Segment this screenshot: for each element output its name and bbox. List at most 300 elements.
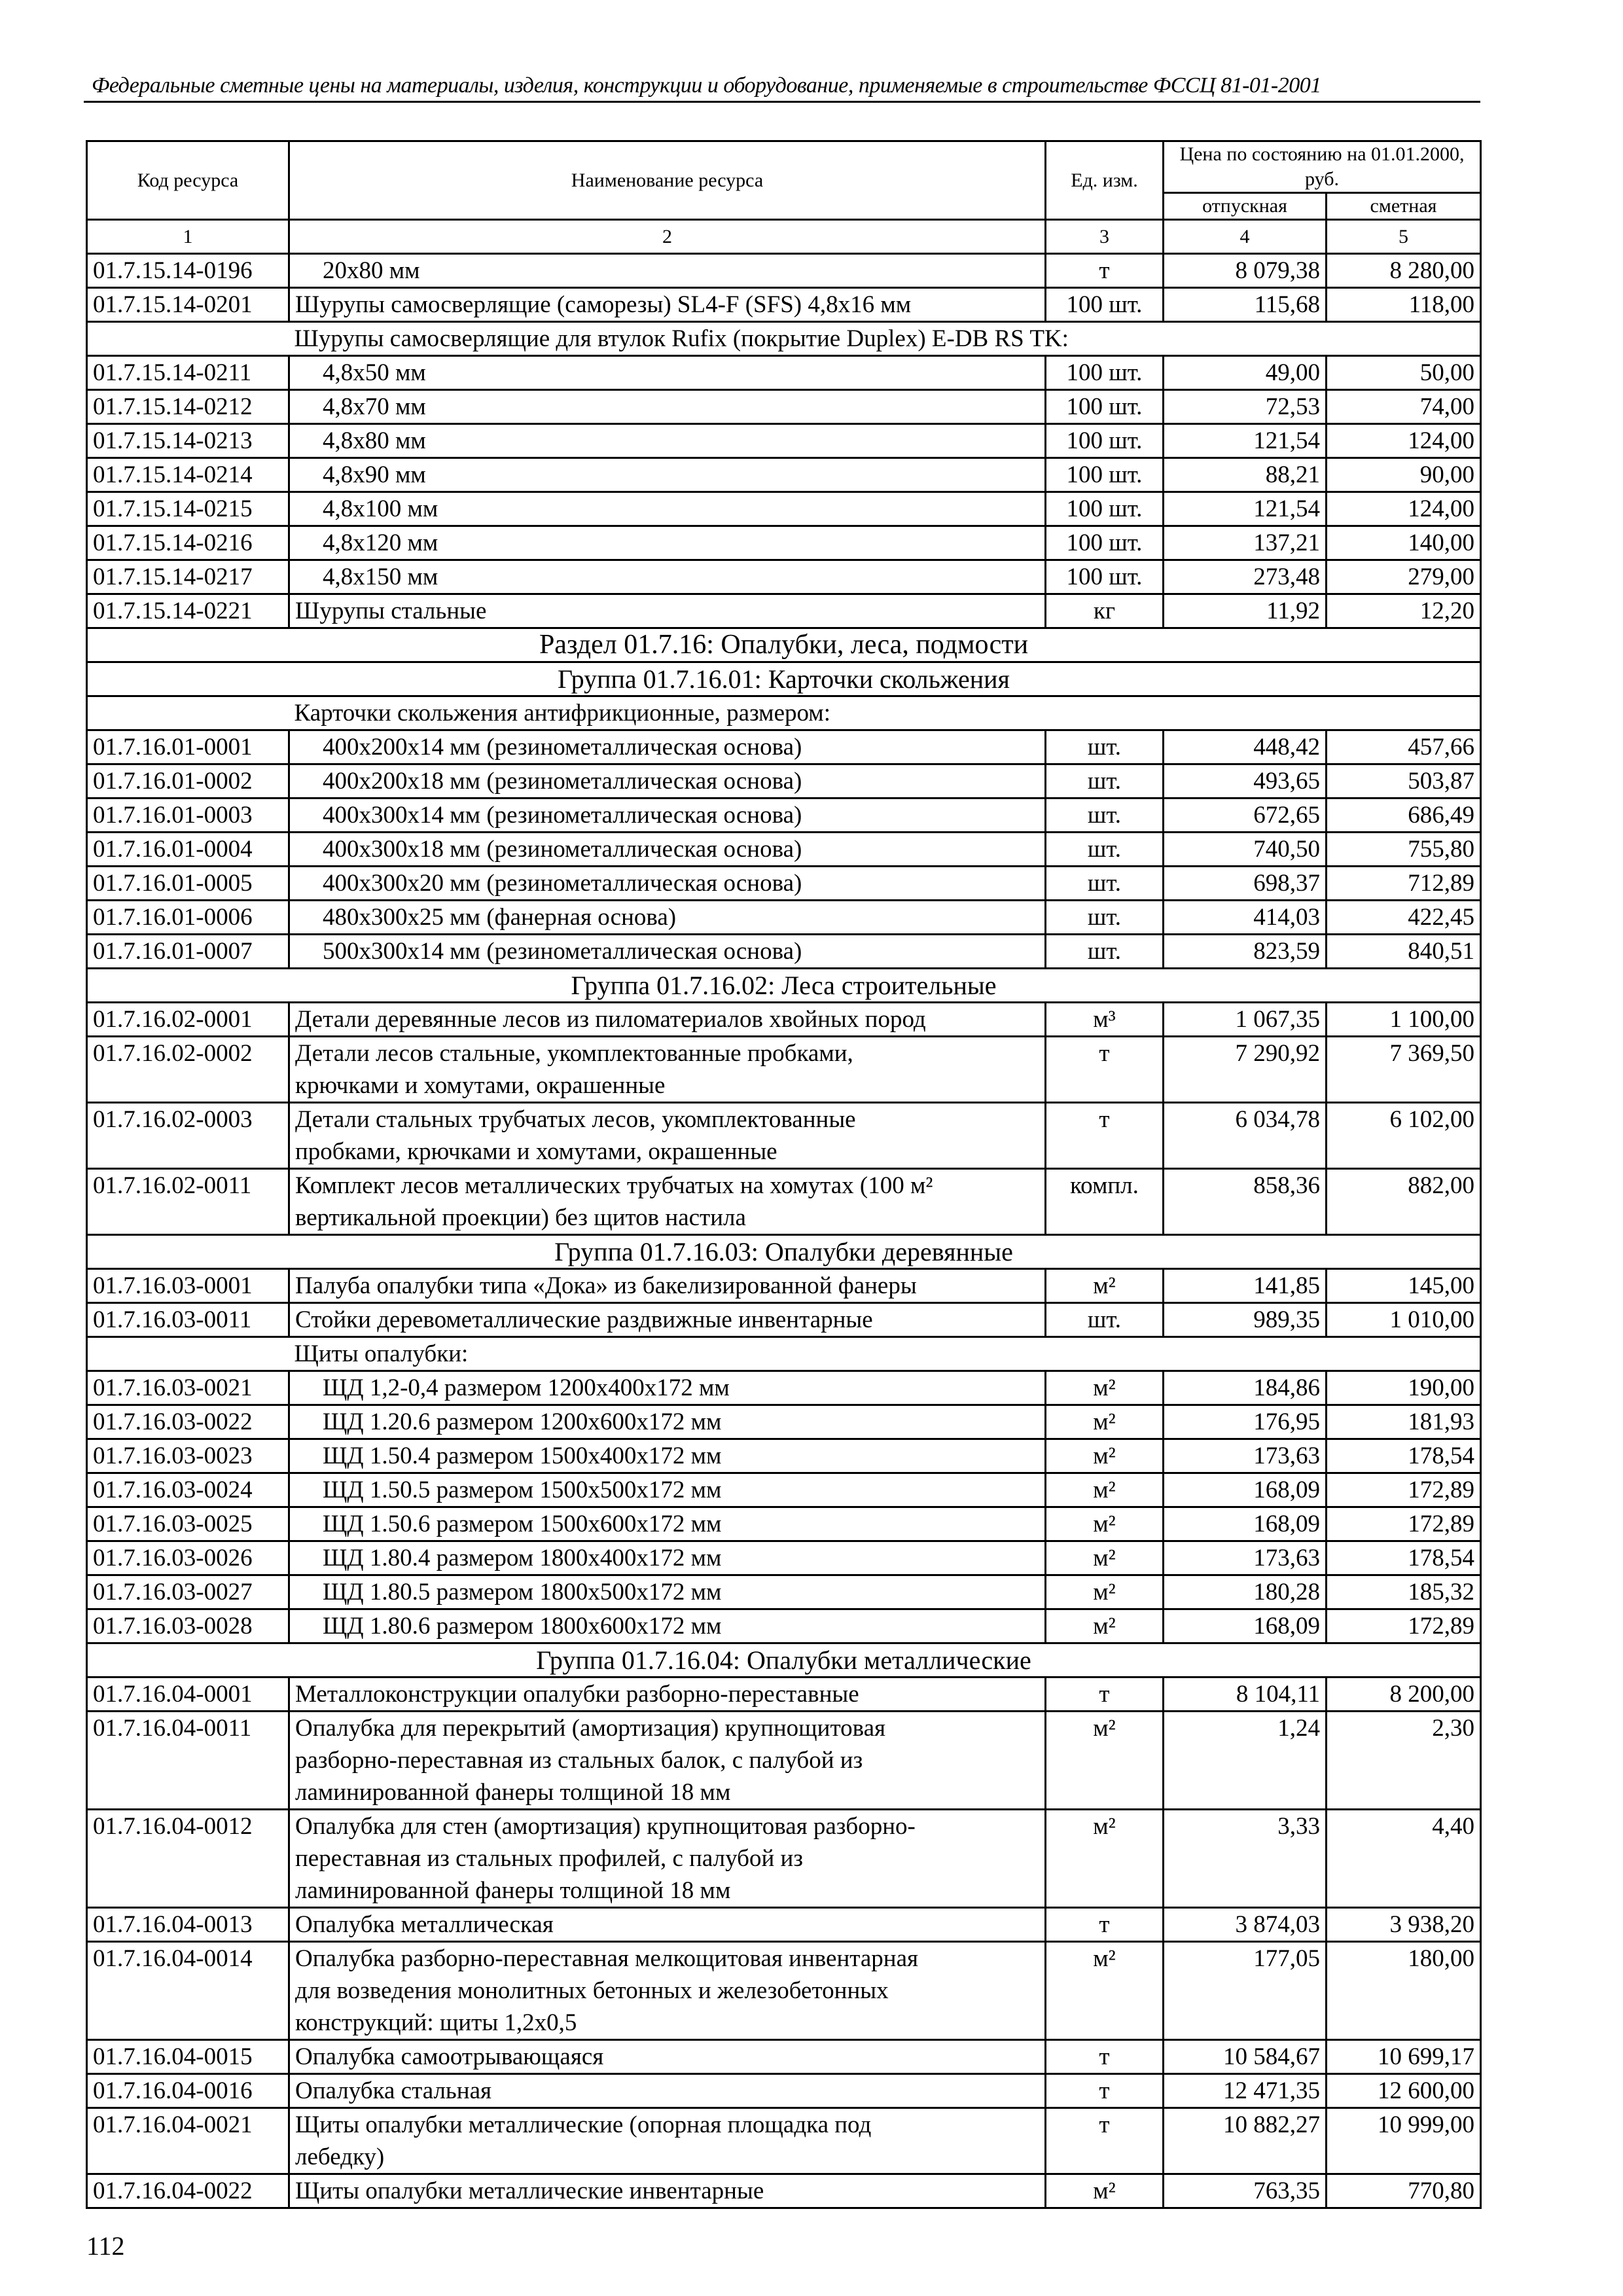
header-price-estimate: сметная [1327, 193, 1481, 220]
price-release: 493,65 [1164, 764, 1327, 798]
unit: компл. [1046, 1169, 1164, 1235]
group-heading-row [87, 969, 1481, 1003]
resource-code: 01.7.16.01-0006 [87, 901, 289, 935]
resource-name [289, 356, 1046, 390]
resource-name-line: ЩД 1.80.6 размером 1800x600x172 мм [323, 1613, 722, 1640]
price-release: 180,28 [1164, 1575, 1327, 1609]
price-estimate: 1 100,00 [1327, 1003, 1481, 1037]
col-number: 5 [1327, 220, 1481, 254]
resource-name [289, 798, 1046, 833]
resource-code: 01.7.15.14-0217 [87, 560, 289, 594]
resource-name-line: лебедку) [295, 2144, 385, 2170]
resource-name [289, 833, 1046, 867]
resource-name-line: ламинированной фанеры толщиной 18 мм [295, 1779, 731, 1806]
price-estimate: 74,00 [1327, 390, 1481, 424]
price-estimate: 8 280,00 [1327, 254, 1481, 288]
price-estimate: 180,00 [1327, 1942, 1481, 2040]
table-row [87, 1942, 1481, 2040]
unit: шт. [1046, 764, 1164, 798]
header-price-release: отпускная [1164, 193, 1327, 220]
unit: м² [1046, 1507, 1164, 1541]
unit: м² [1046, 1575, 1164, 1609]
resource-name-line: 500x300x14 мм (резинометаллическая основа) [323, 938, 802, 965]
price-estimate: 172,89 [1327, 1507, 1481, 1541]
resource-name [289, 390, 1046, 424]
price-release: 121,54 [1164, 492, 1327, 526]
price-estimate: 185,32 [1327, 1575, 1481, 1609]
unit: т [1046, 1908, 1164, 1942]
table-row [87, 1405, 1481, 1439]
header-price: Цена по состоянию на 01.01.2000, руб. [1164, 141, 1481, 193]
resource-name [289, 288, 1046, 322]
resource-code: 01.7.16.02-0003 [87, 1103, 289, 1169]
resource-name [289, 594, 1046, 628]
price-estimate: 181,93 [1327, 1405, 1481, 1439]
price-release: 6 034,78 [1164, 1103, 1327, 1169]
price-estimate: 140,00 [1327, 526, 1481, 560]
header-name: Наименование ресурса [289, 141, 1046, 220]
price-release: 168,09 [1164, 1609, 1327, 1643]
col-number: 4 [1164, 220, 1327, 254]
unit: т [1046, 1677, 1164, 1712]
resource-name [289, 730, 1046, 764]
price-estimate: 422,45 [1327, 901, 1481, 935]
resource-name-line: Палуба опалубки типа «Дока» из бакелизированной фанеры [295, 1272, 917, 1299]
unit: м² [1046, 1405, 1164, 1439]
resource-code: 01.7.16.01-0007 [87, 935, 289, 969]
resource-name-line: конструкций: щиты 1,2x0,5 [295, 2009, 577, 2036]
price-estimate: 2,30 [1327, 1712, 1481, 1810]
table-row [87, 560, 1481, 594]
resource-code: 01.7.16.03-0021 [87, 1371, 289, 1405]
group-title: Группа 01.7.16.01: Карточки скольжения [87, 662, 1481, 696]
price-estimate: 12 600,00 [1327, 2074, 1481, 2108]
resource-name-line: Детали лесов стальные, укомплектованные пробками, [295, 1040, 853, 1067]
resource-name-line: Шурупы самосверлящие (саморезы) SL4-F (SFS) 4,8x16 мм [295, 291, 912, 318]
table-row [87, 1609, 1481, 1643]
unit: м² [1046, 1609, 1164, 1643]
resource-name [289, 901, 1046, 935]
resource-name [289, 1908, 1046, 1942]
resource-name-line: пробками, крючками и хомутами, окрашенные [295, 1138, 777, 1165]
subheading-text: Шурупы самосверлящие для втулок Rufix (покрытие Duplex) E-DB RS TK: [289, 322, 1481, 356]
unit: т [1046, 2040, 1164, 2074]
price-release: 177,05 [1164, 1942, 1327, 2040]
resource-name [289, 764, 1046, 798]
price-estimate: 840,51 [1327, 935, 1481, 969]
table-row [87, 1303, 1481, 1337]
table-row [87, 867, 1481, 901]
header-unit: Ед. изм. [1046, 141, 1164, 220]
group-heading-row [87, 1235, 1481, 1269]
table-row [87, 288, 1481, 322]
price-estimate: 1 010,00 [1327, 1303, 1481, 1337]
unit: т [1046, 1037, 1164, 1103]
resource-code: 01.7.16.04-0001 [87, 1677, 289, 1712]
price-estimate: 118,00 [1327, 288, 1481, 322]
section-heading-row [87, 628, 1481, 662]
resource-name-line: 20x80 мм [323, 257, 420, 284]
price-release: 173,63 [1164, 1439, 1327, 1473]
price-release: 141,85 [1164, 1269, 1327, 1303]
resource-name-line: 400x200x18 мм (резинометаллическая основа) [323, 768, 802, 795]
table-row [87, 492, 1481, 526]
unit: шт. [1046, 798, 1164, 833]
table-row [87, 1908, 1481, 1942]
resource-name-line: Опалубка для перекрытий (амортизация) крупнощитовая [295, 1715, 886, 1742]
resource-name [289, 458, 1046, 492]
resource-name-line: 480x300x25 мм (фанерная основа) [323, 904, 677, 931]
table-row [87, 594, 1481, 628]
resource-name-line: Щиты опалубки металлические инвентарные [295, 2178, 764, 2204]
resource-name-line: Опалубка стальная [295, 2077, 492, 2104]
price-estimate: 124,00 [1327, 492, 1481, 526]
resource-name-line: 4,8x120 мм [323, 529, 438, 556]
unit: 100 шт. [1046, 424, 1164, 458]
resource-name-line: 400x300x18 мм (резинометаллическая основа) [323, 836, 802, 863]
price-release: 11,92 [1164, 594, 1327, 628]
resource-name [289, 1677, 1046, 1712]
unit: м² [1046, 1541, 1164, 1575]
resource-name [289, 2040, 1046, 2074]
resource-name [289, 560, 1046, 594]
resource-name-line: для возведения монолитных бетонных и железобетонных [295, 1977, 889, 2004]
resource-code: 01.7.16.04-0022 [87, 2174, 289, 2208]
table-row [87, 1439, 1481, 1473]
subheading-row [87, 696, 1481, 730]
col-number: 2 [289, 220, 1046, 254]
price-estimate: 178,54 [1327, 1541, 1481, 1575]
table-row [87, 356, 1481, 390]
resource-name-line: разборно-переставная из стальных балок, с палубой из [295, 1747, 863, 1774]
resource-code: 01.7.16.02-0002 [87, 1037, 289, 1103]
running-header: Федеральные сметные цены на материалы, изделия, конструкции и оборудование, применяемые в строительстве ФССЦ 81-01-2001 [92, 73, 1321, 98]
resource-name-line: Щиты опалубки металлические (опорная площадка под [295, 2111, 872, 2138]
resource-name-line: 4,8x150 мм [323, 564, 438, 590]
resource-name [289, 1942, 1046, 2040]
resource-code: 01.7.15.14-0213 [87, 424, 289, 458]
group-heading-row [87, 662, 1481, 696]
resource-code: 01.7.16.03-0028 [87, 1609, 289, 1643]
unit: 100 шт. [1046, 390, 1164, 424]
table-row [87, 1103, 1481, 1169]
unit: шт. [1046, 901, 1164, 935]
unit: 100 шт. [1046, 356, 1164, 390]
resource-code: 01.7.16.03-0022 [87, 1405, 289, 1439]
resource-name-line: 4,8x100 мм [323, 495, 438, 522]
price-release: 173,63 [1164, 1541, 1327, 1575]
resource-name [289, 1169, 1046, 1235]
price-estimate: 10 999,00 [1327, 2108, 1481, 2174]
resource-code: 01.7.16.01-0002 [87, 764, 289, 798]
price-release: 3 874,03 [1164, 1908, 1327, 1942]
price-estimate: 457,66 [1327, 730, 1481, 764]
page-number: 112 [86, 2231, 125, 2261]
table-row [87, 458, 1481, 492]
table-row [87, 833, 1481, 867]
price-estimate: 12,20 [1327, 594, 1481, 628]
price-release: 763,35 [1164, 2174, 1327, 2208]
resource-name-line: вертикальной проекции) без щитов настила [295, 1204, 746, 1231]
price-estimate: 882,00 [1327, 1169, 1481, 1235]
resource-name [289, 2074, 1046, 2108]
resource-code: 01.7.16.01-0001 [87, 730, 289, 764]
resource-code: 01.7.16.03-0024 [87, 1473, 289, 1507]
unit: м³ [1046, 1003, 1164, 1037]
group-title: Группа 01.7.16.04: Опалубки металлические [87, 1643, 1481, 1677]
header-rule [84, 101, 1480, 103]
resource-name [289, 867, 1046, 901]
table-row [87, 1037, 1481, 1103]
resource-name-line: 4,8x50 мм [323, 359, 426, 386]
table-row [87, 730, 1481, 764]
subheading-text: Щиты опалубки: [289, 1337, 1481, 1371]
table-row [87, 1677, 1481, 1712]
price-estimate: 124,00 [1327, 424, 1481, 458]
resource-name-line: крючками и хомутами, окрашенные [295, 1072, 666, 1099]
resource-name [289, 2108, 1046, 2174]
table-row [87, 1712, 1481, 1810]
resource-name-line: переставная из стальных профилей, с палубой из [295, 1845, 803, 1872]
table-row [87, 1541, 1481, 1575]
code-cell [87, 696, 289, 730]
table-row [87, 2040, 1481, 2074]
unit: м² [1046, 1439, 1164, 1473]
resource-name [289, 1103, 1046, 1169]
resource-code: 01.7.16.02-0011 [87, 1169, 289, 1235]
unit: шт. [1046, 730, 1164, 764]
price-release: 12 471,35 [1164, 2074, 1327, 2108]
resource-name-line: 4,8x80 мм [323, 427, 426, 454]
price-release: 823,59 [1164, 935, 1327, 969]
price-estimate: 279,00 [1327, 560, 1481, 594]
resource-code: 01.7.15.14-0211 [87, 356, 289, 390]
price-release: 414,03 [1164, 901, 1327, 935]
unit: м² [1046, 1371, 1164, 1405]
price-estimate: 8 200,00 [1327, 1677, 1481, 1712]
column-numbers-row [87, 220, 1481, 254]
table-row [87, 390, 1481, 424]
resource-code: 01.7.16.01-0003 [87, 798, 289, 833]
price-estimate: 178,54 [1327, 1439, 1481, 1473]
resource-code: 01.7.16.03-0026 [87, 1541, 289, 1575]
resource-code: 01.7.15.14-0215 [87, 492, 289, 526]
resource-code: 01.7.16.03-0023 [87, 1439, 289, 1473]
price-estimate: 770,80 [1327, 2174, 1481, 2208]
resource-code: 01.7.15.14-0216 [87, 526, 289, 560]
resource-name [289, 492, 1046, 526]
resource-name-line: Опалубка металлическая [295, 1911, 554, 1938]
resource-code: 01.7.16.04-0021 [87, 2108, 289, 2174]
unit: 100 шт. [1046, 560, 1164, 594]
resource-code: 01.7.16.04-0015 [87, 2040, 289, 2074]
resource-name [289, 1473, 1046, 1507]
unit: м² [1046, 1810, 1164, 1908]
price-estimate: 3 938,20 [1327, 1908, 1481, 1942]
price-release: 137,21 [1164, 526, 1327, 560]
price-release: 88,21 [1164, 458, 1327, 492]
price-release: 672,65 [1164, 798, 1327, 833]
resource-code: 01.7.15.14-0214 [87, 458, 289, 492]
table-row [87, 901, 1481, 935]
resource-name [289, 1507, 1046, 1541]
unit: 100 шт. [1046, 458, 1164, 492]
resource-name-line: Комплект лесов металлических трубчатых на хомутах (100 м² [295, 1172, 933, 1199]
resource-name-line: 400x200x14 мм (резинометаллическая основа) [323, 734, 802, 761]
resource-code: 01.7.16.03-0011 [87, 1303, 289, 1337]
price-release: 115,68 [1164, 288, 1327, 322]
table-row [87, 798, 1481, 833]
resource-name-line: Детали деревянные лесов из пиломатериалов хвойных пород [295, 1006, 926, 1033]
price-release: 698,37 [1164, 867, 1327, 901]
unit: т [1046, 2074, 1164, 2108]
table-row [87, 1810, 1481, 1908]
resource-name-line: 4,8x70 мм [323, 393, 426, 420]
resource-code: 01.7.16.03-0025 [87, 1507, 289, 1541]
resource-code: 01.7.15.14-0201 [87, 288, 289, 322]
unit: т [1046, 1103, 1164, 1169]
subheading-text: Карточки скольжения антифрикционные, размером: [289, 696, 1481, 730]
price-release: 176,95 [1164, 1405, 1327, 1439]
resource-name [289, 1541, 1046, 1575]
code-cell [87, 322, 289, 356]
resource-name-line: 4,8x90 мм [323, 461, 426, 488]
price-estimate: 145,00 [1327, 1269, 1481, 1303]
unit: м² [1046, 1473, 1164, 1507]
table-row [87, 935, 1481, 969]
unit: 100 шт. [1046, 492, 1164, 526]
table-row [87, 2108, 1481, 2174]
price-estimate: 10 699,17 [1327, 2040, 1481, 2074]
col-number: 1 [87, 220, 289, 254]
price-release: 49,00 [1164, 356, 1327, 390]
resource-code: 01.7.16.04-0012 [87, 1810, 289, 1908]
subheading-row [87, 322, 1481, 356]
resource-code: 01.7.15.14-0212 [87, 390, 289, 424]
price-estimate: 190,00 [1327, 1371, 1481, 1405]
resource-code: 01.7.16.04-0011 [87, 1712, 289, 1810]
table-row [87, 1507, 1481, 1541]
resource-name [289, 1609, 1046, 1643]
section-title: Раздел 01.7.16: Опалубки, леса, подмости [87, 628, 1481, 662]
resource-name-line: Стойки деревометаллические раздвижные инвентарные [295, 1306, 873, 1333]
table-row [87, 1473, 1481, 1507]
table-row [87, 254, 1481, 288]
group-title: Группа 01.7.16.03: Опалубки деревянные [87, 1235, 1481, 1269]
resource-name [289, 1269, 1046, 1303]
resource-name [289, 1003, 1046, 1037]
table-row [87, 1269, 1481, 1303]
code-cell [87, 1337, 289, 1371]
price-release: 168,09 [1164, 1507, 1327, 1541]
resource-name-line: Металлоконструкции опалубки разборно-переставные [295, 1681, 859, 1708]
resource-code: 01.7.16.04-0014 [87, 1942, 289, 2040]
table-row [87, 764, 1481, 798]
price-release: 3,33 [1164, 1810, 1327, 1908]
price-release: 10 584,67 [1164, 2040, 1327, 2074]
table-row [87, 2174, 1481, 2208]
table-row [87, 526, 1481, 560]
price-release: 1 067,35 [1164, 1003, 1327, 1037]
price-release: 989,35 [1164, 1303, 1327, 1337]
price-table [86, 140, 1482, 2209]
price-release: 184,86 [1164, 1371, 1327, 1405]
unit: шт. [1046, 935, 1164, 969]
group-title: Группа 01.7.16.02: Леса строительные [87, 969, 1481, 1003]
resource-name-line: ламинированной фанеры толщиной 18 мм [295, 1877, 731, 1904]
resource-name [289, 1575, 1046, 1609]
resource-code: 01.7.16.04-0013 [87, 1908, 289, 1942]
resource-name-line: ЩД 1.50.6 размером 1500x600x172 мм [323, 1511, 722, 1537]
price-release: 858,36 [1164, 1169, 1327, 1235]
price-release: 8 079,38 [1164, 254, 1327, 288]
resource-name-line: ЩД 1.50.5 размером 1500x500x172 мм [323, 1477, 722, 1503]
price-release: 7 290,92 [1164, 1037, 1327, 1103]
price-release: 8 104,11 [1164, 1677, 1327, 1712]
group-heading-row [87, 1643, 1481, 1677]
table-row [87, 1169, 1481, 1235]
resource-name-line: ЩД 1.80.5 размером 1800x500x172 мм [323, 1579, 722, 1605]
resource-name [289, 2174, 1046, 2208]
resource-name-line: Опалубка самоотрывающаяся [295, 2043, 604, 2070]
price-estimate: 172,89 [1327, 1609, 1481, 1643]
table-row [87, 1575, 1481, 1609]
resource-name [289, 1371, 1046, 1405]
unit: 100 шт. [1046, 288, 1164, 322]
resource-name [289, 935, 1046, 969]
resource-code: 01.7.15.14-0221 [87, 594, 289, 628]
price-estimate: 4,40 [1327, 1810, 1481, 1908]
resource-name-line: Детали стальных трубчатых лесов, укомплектованные [295, 1106, 856, 1133]
price-release: 740,50 [1164, 833, 1327, 867]
resource-name [289, 526, 1046, 560]
resource-name-line: Опалубка разборно-переставная мелкощитовая инвентарная [295, 1945, 919, 1972]
price-release: 72,53 [1164, 390, 1327, 424]
resource-name [289, 1405, 1046, 1439]
resource-code: 01.7.15.14-0196 [87, 254, 289, 288]
resource-code: 01.7.16.03-0027 [87, 1575, 289, 1609]
resource-name [289, 1810, 1046, 1908]
unit: шт. [1046, 1303, 1164, 1337]
resource-code: 01.7.16.04-0016 [87, 2074, 289, 2108]
resource-name [289, 1712, 1046, 1810]
table-row [87, 1003, 1481, 1037]
price-estimate: 50,00 [1327, 356, 1481, 390]
unit: м² [1046, 1269, 1164, 1303]
unit: м² [1046, 1942, 1164, 2040]
resource-name-line: 400x300x14 мм (резинометаллическая основа) [323, 802, 802, 829]
price-estimate: 503,87 [1327, 764, 1481, 798]
resource-name [289, 254, 1046, 288]
resource-name [289, 1037, 1046, 1103]
unit: шт. [1046, 833, 1164, 867]
unit: шт. [1046, 867, 1164, 901]
resource-name-line: ЩД 1.20.6 размером 1200x600x172 мм [323, 1408, 722, 1435]
price-release: 168,09 [1164, 1473, 1327, 1507]
header-code: Код ресурса [87, 141, 289, 220]
resource-code: 01.7.16.03-0001 [87, 1269, 289, 1303]
resource-code: 01.7.16.02-0001 [87, 1003, 289, 1037]
price-release: 273,48 [1164, 560, 1327, 594]
unit: т [1046, 254, 1164, 288]
price-estimate: 90,00 [1327, 458, 1481, 492]
resource-name [289, 424, 1046, 458]
price-release: 121,54 [1164, 424, 1327, 458]
unit: м² [1046, 2174, 1164, 2208]
subheading-row [87, 1337, 1481, 1371]
unit: т [1046, 2108, 1164, 2174]
table-row [87, 1371, 1481, 1405]
